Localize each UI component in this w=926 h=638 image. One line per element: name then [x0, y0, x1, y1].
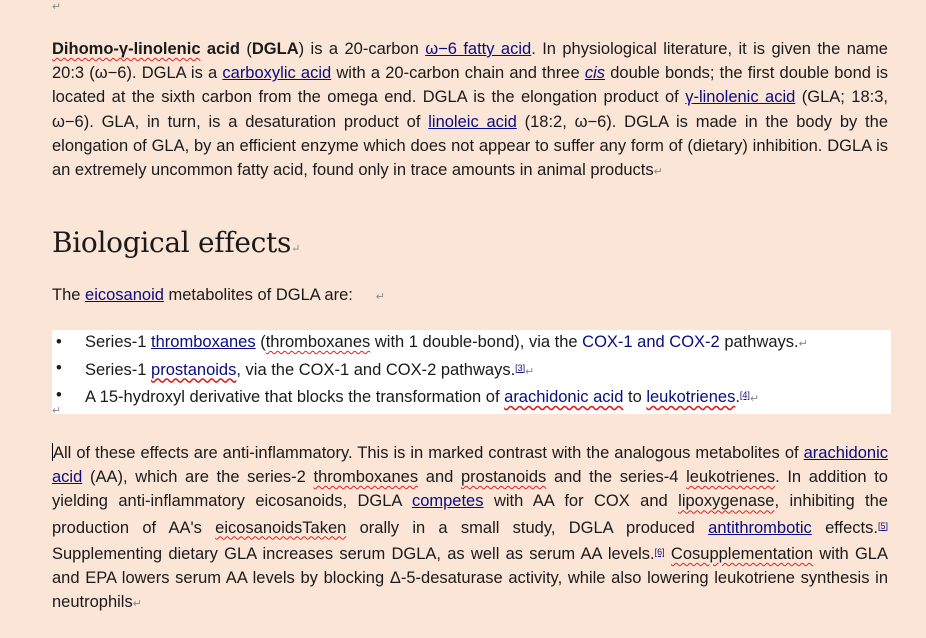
link-competes[interactable]: competes — [411, 492, 484, 511]
link-carboxylic-acid[interactable]: carboxylic acid — [222, 64, 332, 83]
bullet-icon: • — [56, 358, 62, 377]
text: All of these effects are anti-inflammatory. This is in marked contrast with the analogous metabolites of — [53, 444, 799, 462]
list-item — [52, 357, 891, 385]
link-cis[interactable]: cis — [584, 64, 606, 83]
list-item — [52, 384, 891, 412]
text: thromboxanes — [265, 333, 371, 351]
text: double bonds; the first double bond is located at the sixth carbon from the omega end. DGLA is the elongation product of — [52, 64, 889, 107]
text: The — [52, 286, 81, 304]
text: . In physiological literature, it is given the name 20:3 (ω−6). DGLA is a — [52, 40, 888, 83]
text: ( — [260, 333, 266, 351]
text: and the series-4 — [553, 468, 679, 487]
metabolites-list — [52, 330, 891, 414]
paragraph-anti-inflammatory — [52, 441, 888, 616]
link-prostanoids[interactable]: prostanoids — [151, 360, 237, 379]
paragraph-intro: Dihomo-γ-linolenic acid (DGLA) is a 20-carbon ω−6 fatty acid. In physiological literature, it is given the name 20:3 (ω−6). DGLA is a carboxylic acid with a 20-carbon chain and three cis double bonds; the first double bond is located at the sixth carbon from the omega end. DGLA is the elongation product of γ-linolenic acid (GLA; 18:3, ω−6). GLA, in turn, is a desaturation product of linoleic acid (18:2, ω−6). DGLA is made in the body by the elongation of GLA, by an efficient enzyme which does not appear to suffer any form of (dietary) inhibition. DGLA is an extremely uncommon fatty acid, found only in trace amounts in animal products↵ — [52, 40, 889, 180]
text: is a 20-carbon — [310, 40, 419, 58]
term-dgla: DGLA — [251, 40, 299, 58]
text: (18:2, ω−6). DGLA is made in the body by the elongation of GLA, by an efficient enzyme which does not appear to suffer any form of (dietary) inhibition. DGLA is an extremely uncommon fatty acid, found only in trace amounts in animal products — [52, 112, 888, 180]
bullet-icon: • — [56, 386, 62, 404]
text: (GLA; 18:3, ω−6). GLA, in turn, is a desaturation product of — [52, 88, 888, 131]
text: A 15-hydroxyl derivative that blocks the transformation of — [85, 388, 500, 406]
link-arachidonic-acid[interactable]: arachidonic acid — [504, 388, 624, 406]
text: thromboxanes — [313, 468, 419, 487]
link-antithrombotic[interactable]: antithrombotic — [708, 518, 812, 537]
text: metabolites of DGLA are: — [168, 286, 353, 304]
text: with GLA and EPA lowers serum AA levels by blocking Δ-5-desaturase activity, while also lowering leukotriene synthesis in neutrophils — [52, 544, 888, 612]
link-arachidonic-acid-2[interactable]: arachidonic acid — [52, 444, 888, 487]
text: , inhibiting the production of AA's — [52, 492, 888, 537]
bullet-icon: • — [56, 333, 62, 351]
citation-5[interactable]: [5] — [877, 520, 888, 531]
heading-text: Biological effects — [52, 226, 292, 259]
link-cox-pathways[interactable]: COX-1 and COX-2 — [582, 333, 720, 351]
citation-3[interactable]: [3] — [515, 362, 526, 373]
text: with 1 double-bond), via the — [374, 333, 578, 351]
text: with a 20-carbon chain and three — [336, 64, 580, 83]
link-thromboxanes[interactable]: thromboxanes — [151, 333, 256, 351]
paragraph-mark: ↵ — [52, 1, 62, 13]
link-eicosanoid[interactable]: eicosanoid — [85, 286, 164, 304]
paragraph-mark: ↵ — [653, 166, 663, 179]
list-item — [52, 331, 891, 357]
paragraph-mark: ↵ — [525, 365, 535, 378]
text: Cosupplementation — [670, 544, 814, 563]
paragraph-mark: ↵ — [132, 598, 142, 611]
text: to — [627, 388, 642, 406]
text: Series-1 — [85, 333, 147, 351]
paragraph-mark: ↵ — [52, 405, 62, 417]
text: lipoxygenase — [678, 492, 775, 511]
paragraph-mark: ↵ — [375, 291, 386, 303]
text: prostanoids — [460, 468, 547, 487]
paragraph-mark: ↵ — [749, 393, 760, 405]
term-acid: acid — [206, 40, 240, 58]
section-heading — [52, 223, 300, 269]
text: Series-1 — [85, 360, 147, 379]
text: Supplementing dietary GLA increases serum DGLA, as well as serum AA levels. — [52, 544, 655, 563]
term-dihomo: Dihomo-γ-linolenic — [52, 40, 201, 58]
paragraph-mark: ↵ — [291, 242, 301, 255]
text: effects. — [825, 518, 878, 537]
text: and — [425, 468, 454, 487]
text: . — [735, 388, 740, 406]
text: with AA for COX and — [493, 492, 668, 511]
text: . In addition to yielding anti-inflammatory eicosanoids, DGLA — [52, 468, 888, 511]
link-linoleic-acid[interactable]: linoleic acid — [428, 112, 517, 131]
paragraph-metabolites — [52, 283, 385, 309]
citation-6[interactable]: [6] — [654, 546, 665, 557]
text: , via the COX-1 and COX-2 pathways. — [236, 360, 516, 379]
link-leukotrienes[interactable]: leukotrienes — [646, 388, 736, 406]
text: (AA), which are the series-2 — [89, 468, 306, 487]
paragraph-mark: ↵ — [798, 338, 808, 350]
text: orally in a small study, DGLA produced — [359, 518, 695, 537]
link-omega6-fatty-acid[interactable]: ω−6 fatty acid — [425, 40, 532, 58]
text: pathways. — [724, 333, 799, 351]
link-gamma-linolenic-acid[interactable]: γ-linolenic acid — [685, 88, 796, 107]
citation-4[interactable]: [4] — [739, 390, 750, 400]
text: eicosanoidsTaken — [215, 518, 347, 537]
text: leukotrienes — [686, 468, 776, 487]
